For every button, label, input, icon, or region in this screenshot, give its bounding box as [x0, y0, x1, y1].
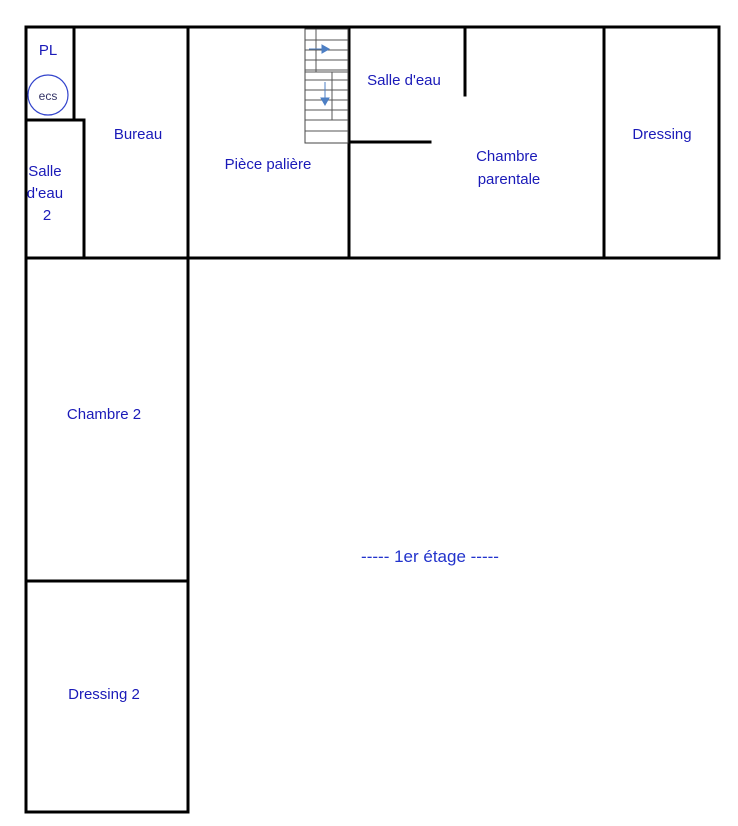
room-label-salle-eau-2-line: Salle [28, 163, 62, 180]
room-label-bureau: Bureau [113, 126, 163, 143]
floor-caption: ----- 1er étage ----- [361, 547, 499, 566]
stair-arrowhead-down-icon [321, 98, 329, 105]
room-label-chambre-2: Chambre 2 [66, 406, 142, 423]
staircase [305, 29, 348, 143]
room-label-chambre-parentale [476, 148, 542, 188]
room-label-chambre-parentale-line: Chambre [476, 148, 538, 165]
room-label-dressing: Dressing [632, 126, 692, 143]
stair-arrowhead-right-icon [322, 45, 329, 53]
room-label-salle-eau-2-line: 2 [42, 207, 52, 224]
ecs-label: ecs [38, 89, 58, 103]
room-label-salle-eau-2-line: d'eau [26, 185, 64, 202]
room-label-salle-eau-2 [27, 163, 67, 224]
room-label-chambre-parentale-line: parentale [477, 171, 541, 188]
room-label-dressing-2: Dressing 2 [68, 686, 140, 703]
ecs-water-heater [28, 75, 68, 115]
room-label-pl: PL [38, 42, 58, 59]
stair-outline [305, 29, 348, 143]
room-label-salle-eau: Salle d'eau [367, 72, 441, 89]
room-label-piece-paliere: Pièce palière [224, 156, 312, 173]
